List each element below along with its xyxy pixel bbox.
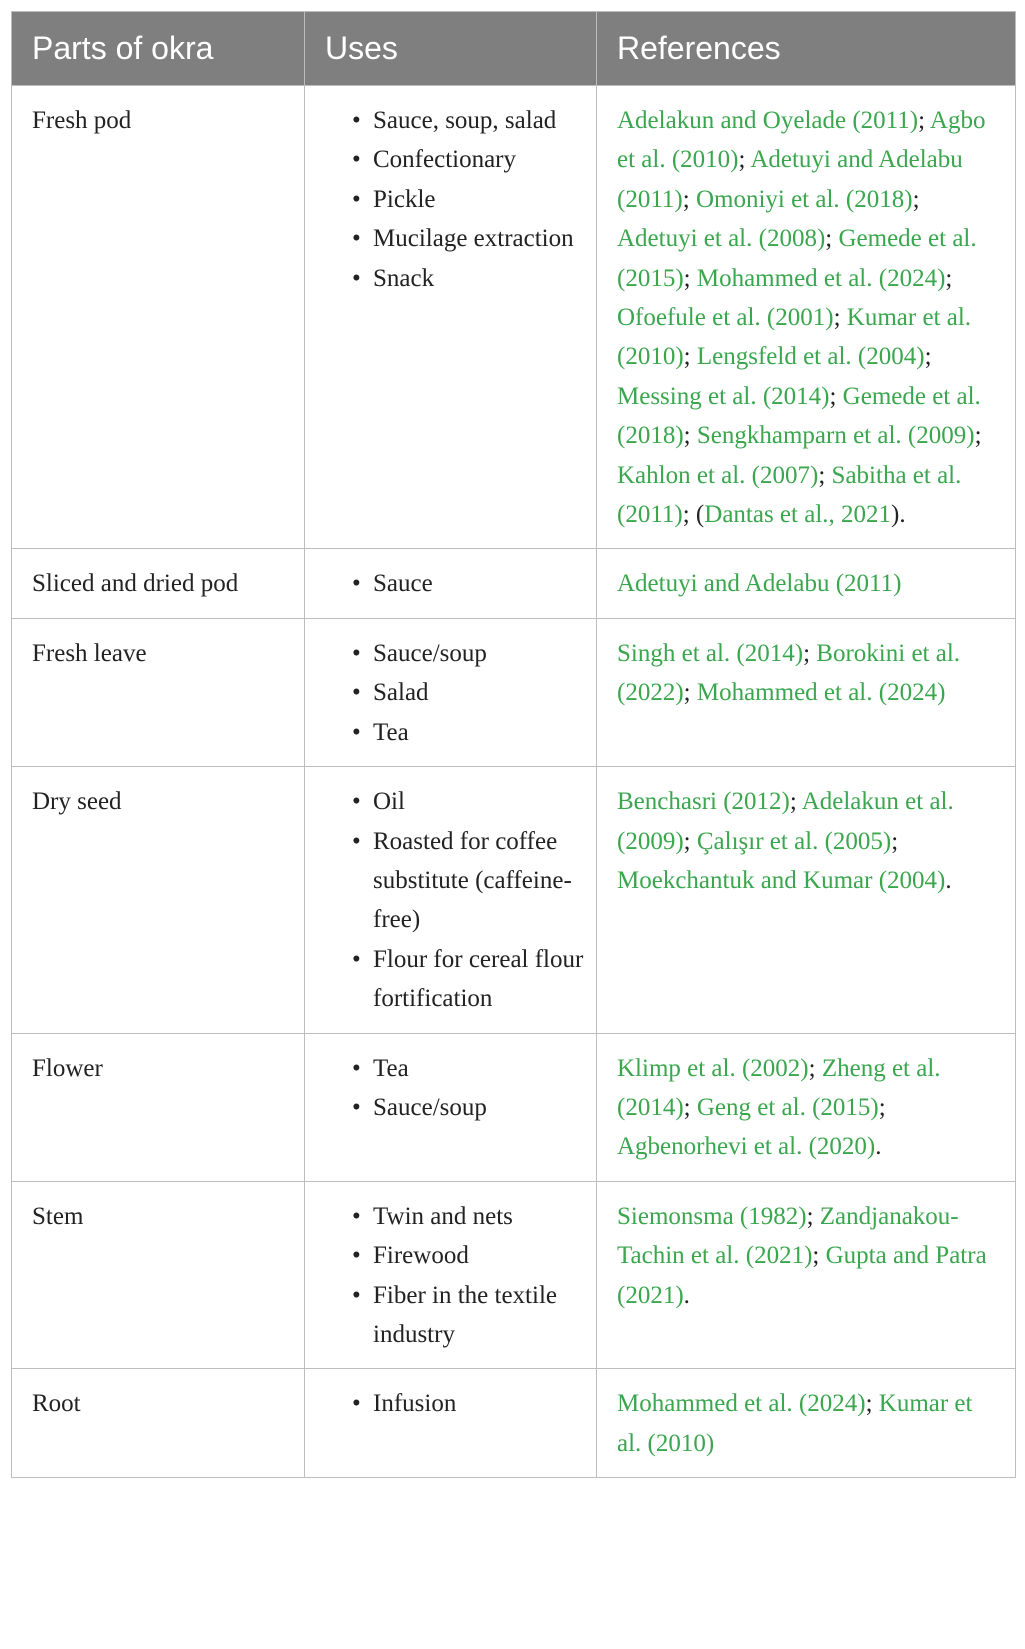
part-name: Sliced and dried pod bbox=[32, 570, 239, 598]
table-row bbox=[12, 1181, 1016, 1369]
reference-separator: ; ( bbox=[682, 501, 705, 529]
use-text: Oil bbox=[373, 788, 405, 816]
references-cell bbox=[597, 1033, 1016, 1181]
uses-cell bbox=[305, 1033, 597, 1181]
reference-link[interactable]: Dantas et al., 2021 bbox=[704, 501, 892, 529]
part-name: Flower bbox=[32, 1054, 103, 1082]
list-item bbox=[325, 564, 584, 603]
reference-separator: . bbox=[945, 866, 952, 894]
reference-separator: ; bbox=[829, 382, 843, 410]
reference-separator: ; bbox=[808, 1054, 822, 1082]
reference-link[interactable]: Kumar et al. (2010) bbox=[617, 1390, 973, 1457]
bullet-icon: • bbox=[352, 827, 361, 855]
reference-separator: ). bbox=[891, 501, 906, 529]
reference-link[interactable]: Omoniyi et al. (2018) bbox=[695, 185, 913, 213]
uses-cell bbox=[305, 618, 597, 766]
reference-separator: ; bbox=[683, 827, 697, 855]
reference-separator: ; bbox=[683, 1093, 697, 1121]
part-cell bbox=[12, 86, 305, 549]
reference-separator: ; bbox=[812, 1242, 826, 1270]
reference-link[interactable]: Agbo et al. (2010) bbox=[617, 107, 986, 174]
table-row bbox=[12, 1369, 1016, 1478]
list-item bbox=[325, 822, 584, 940]
bullet-icon: • bbox=[352, 264, 361, 292]
use-text: Flour for cereal flour fortification bbox=[373, 945, 584, 1013]
use-text: Twin and nets bbox=[373, 1202, 513, 1230]
references-cell bbox=[597, 1181, 1016, 1369]
use-text: Salad bbox=[373, 679, 429, 707]
reference-link[interactable]: Sengkhamparn et al. (2009) bbox=[696, 422, 975, 450]
reference-link[interactable]: Benchasri (2012) bbox=[617, 788, 790, 816]
references-cell bbox=[597, 86, 1016, 549]
use-text: Mucilage extraction bbox=[373, 225, 574, 253]
use-text: Pickle bbox=[373, 185, 436, 213]
reference-separator: ; bbox=[878, 1093, 886, 1121]
list-item bbox=[325, 219, 584, 258]
reference-link[interactable]: Adetuyi et al. (2008) bbox=[617, 225, 826, 253]
bullet-icon: • bbox=[352, 185, 361, 213]
list-item bbox=[325, 673, 584, 712]
references-cell bbox=[597, 1369, 1016, 1478]
part-cell bbox=[12, 1369, 305, 1478]
reference-separator: ; bbox=[806, 1202, 820, 1230]
list-item bbox=[325, 1049, 584, 1088]
table-row bbox=[12, 549, 1016, 618]
reference-link[interactable]: Adelakun and Oyelade (2011) bbox=[617, 107, 919, 134]
part-name: Fresh leave bbox=[32, 639, 147, 667]
bullet-icon: • bbox=[352, 679, 361, 707]
part-cell bbox=[12, 618, 305, 766]
reference-link[interactable]: Gemede et al. (2018) bbox=[617, 382, 981, 450]
bullet-icon: • bbox=[352, 570, 361, 598]
list-item bbox=[325, 713, 584, 752]
bullet-icon: • bbox=[352, 1390, 361, 1418]
list-item bbox=[325, 940, 584, 1019]
uses-list bbox=[325, 564, 584, 603]
uses-list bbox=[325, 1197, 584, 1355]
part-name: Dry seed bbox=[32, 788, 122, 816]
bullet-icon: • bbox=[352, 146, 361, 174]
reference-separator: ; bbox=[945, 264, 953, 292]
list-item bbox=[325, 180, 584, 219]
use-text: Tea bbox=[373, 718, 409, 746]
part-name: Stem bbox=[32, 1202, 84, 1230]
use-text: Infusion bbox=[373, 1390, 457, 1418]
references-cell bbox=[597, 549, 1016, 618]
header-row bbox=[12, 12, 1016, 86]
reference-link[interactable]: Çalışır et al. (2005) bbox=[696, 827, 892, 855]
reference-separator: ; bbox=[683, 343, 697, 371]
list-item bbox=[325, 140, 584, 179]
reference-separator: ; bbox=[865, 1390, 879, 1418]
bullet-icon: • bbox=[352, 639, 361, 667]
uses-cell bbox=[305, 1181, 597, 1369]
bullet-icon: • bbox=[352, 945, 361, 973]
part-name: Fresh pod bbox=[32, 107, 132, 134]
header-uses: Uses bbox=[305, 12, 597, 86]
list-item bbox=[325, 1236, 584, 1275]
bullet-icon: • bbox=[352, 1054, 361, 1082]
bullet-icon: • bbox=[352, 1242, 361, 1270]
bullet-icon: • bbox=[352, 225, 361, 253]
uses-list bbox=[325, 634, 584, 752]
reference-separator: ; bbox=[833, 304, 847, 332]
uses-list bbox=[325, 1049, 584, 1128]
okra-uses-table bbox=[11, 11, 1016, 1478]
use-text: Fiber in the textile industry bbox=[373, 1281, 557, 1348]
reference-link[interactable]: Mohammed et al. (2024) bbox=[696, 264, 946, 292]
list-item bbox=[325, 782, 584, 821]
reference-separator: ; bbox=[738, 146, 751, 174]
reference-separator: . bbox=[683, 1281, 690, 1309]
uses-list bbox=[325, 1384, 584, 1423]
reference-link[interactable]: Adetuyi and Adelabu (2011) bbox=[617, 146, 963, 213]
reference-link[interactable]: Zandjanakou-Tachin et al. (2021) bbox=[617, 1202, 959, 1270]
reference-separator: ; bbox=[683, 679, 697, 707]
use-text: Firewood bbox=[373, 1242, 469, 1270]
use-text: Snack bbox=[373, 264, 435, 292]
references-cell bbox=[597, 618, 1016, 766]
part-name: Root bbox=[32, 1390, 81, 1418]
list-item bbox=[325, 634, 584, 673]
reference-link[interactable]: Ofoefule et al. (2001) bbox=[617, 304, 834, 332]
reference-separator: ; bbox=[803, 639, 817, 667]
reference-link[interactable]: Siemonsma (1982) bbox=[617, 1202, 807, 1230]
reference-separator: ; bbox=[818, 461, 832, 489]
uses-list bbox=[325, 782, 584, 1018]
list-item bbox=[325, 1088, 584, 1127]
list-item bbox=[325, 259, 584, 298]
uses-list bbox=[325, 101, 584, 298]
uses-cell bbox=[305, 549, 597, 618]
list-item bbox=[325, 1197, 584, 1236]
use-text: Sauce bbox=[373, 570, 433, 598]
reference-separator: ; bbox=[918, 107, 930, 134]
reference-link[interactable]: Zheng et al. (2014) bbox=[617, 1054, 941, 1121]
bullet-icon: • bbox=[352, 788, 361, 816]
uses-cell bbox=[305, 86, 597, 549]
list-item bbox=[325, 1384, 584, 1423]
reference-link[interactable]: Kahlon et al. (2007) bbox=[617, 461, 819, 489]
bullet-icon: • bbox=[352, 107, 361, 134]
bullet-icon: • bbox=[352, 718, 361, 746]
header-parts: Parts of okra bbox=[12, 12, 305, 86]
reference-separator: ; bbox=[825, 225, 839, 253]
reference-separator: ; bbox=[789, 788, 802, 816]
use-text: Tea bbox=[373, 1054, 409, 1082]
use-text: Sauce/soup bbox=[373, 1093, 487, 1121]
reference-link[interactable]: Kumar et al. (2010) bbox=[617, 304, 972, 371]
table-row bbox=[12, 1033, 1016, 1181]
reference-separator: ; bbox=[683, 264, 697, 292]
list-item bbox=[325, 1276, 584, 1355]
reference-separator: ; bbox=[683, 422, 697, 450]
reference-link[interactable]: Mohammed et al. (2024) bbox=[696, 679, 946, 707]
reference-link[interactable]: Geng et al. (2015) bbox=[696, 1093, 879, 1121]
table-row bbox=[12, 767, 1016, 1033]
use-text: Sauce/soup bbox=[373, 639, 487, 667]
use-text: Confectionary bbox=[373, 146, 517, 174]
reference-link[interactable]: Klimp et al. (2002) bbox=[617, 1054, 809, 1082]
reference-link[interactable]: Moekchantuk and Kumar (2004) bbox=[617, 866, 946, 894]
part-cell bbox=[12, 549, 305, 618]
reference-separator: ; bbox=[924, 343, 932, 371]
reference-link[interactable]: Lengsfeld et al. (2004) bbox=[696, 343, 925, 371]
uses-cell bbox=[305, 1369, 597, 1478]
table-row bbox=[12, 86, 1016, 549]
bullet-icon: • bbox=[352, 1093, 361, 1121]
reference-link[interactable]: Adetuyi and Adelabu (2011) bbox=[617, 570, 902, 598]
reference-link[interactable]: Sabitha et al. (2011) bbox=[617, 461, 962, 529]
reference-link[interactable]: Agbenorhevi et al. (2020) bbox=[617, 1133, 876, 1161]
uses-cell bbox=[305, 767, 597, 1033]
part-cell bbox=[12, 1181, 305, 1369]
reference-link[interactable]: Gupta and Patra (2021) bbox=[617, 1242, 987, 1309]
part-cell bbox=[12, 1033, 305, 1181]
bullet-icon: • bbox=[352, 1281, 361, 1309]
bullet-icon: • bbox=[352, 1202, 361, 1230]
reference-separator: ; bbox=[682, 185, 696, 213]
part-cell bbox=[12, 767, 305, 1033]
reference-separator: ; bbox=[974, 422, 982, 450]
use-text: Sauce, soup, salad bbox=[373, 107, 557, 134]
table-body bbox=[12, 86, 1016, 1478]
reference-link[interactable]: Singh et al. (2014) bbox=[617, 639, 804, 667]
reference-separator: . bbox=[875, 1133, 882, 1161]
reference-link[interactable]: Messing et al. (2014) bbox=[617, 382, 830, 410]
use-text: Roasted for coffee substitute (caffeine-free) bbox=[373, 827, 572, 934]
list-item bbox=[325, 101, 584, 140]
references-cell bbox=[597, 767, 1016, 1033]
reference-link[interactable]: Mohammed et al. (2024) bbox=[617, 1390, 866, 1418]
reference-link[interactable]: Adelakun et al. (2009) bbox=[617, 788, 954, 855]
reference-link[interactable]: Borokini et al. (2022) bbox=[617, 639, 961, 707]
reference-link[interactable]: Gemede et al. (2015) bbox=[617, 225, 977, 292]
table-row bbox=[12, 618, 1016, 766]
reference-separator: ; bbox=[891, 827, 899, 855]
header-references: References bbox=[597, 12, 1016, 86]
reference-separator: ; bbox=[912, 185, 920, 213]
